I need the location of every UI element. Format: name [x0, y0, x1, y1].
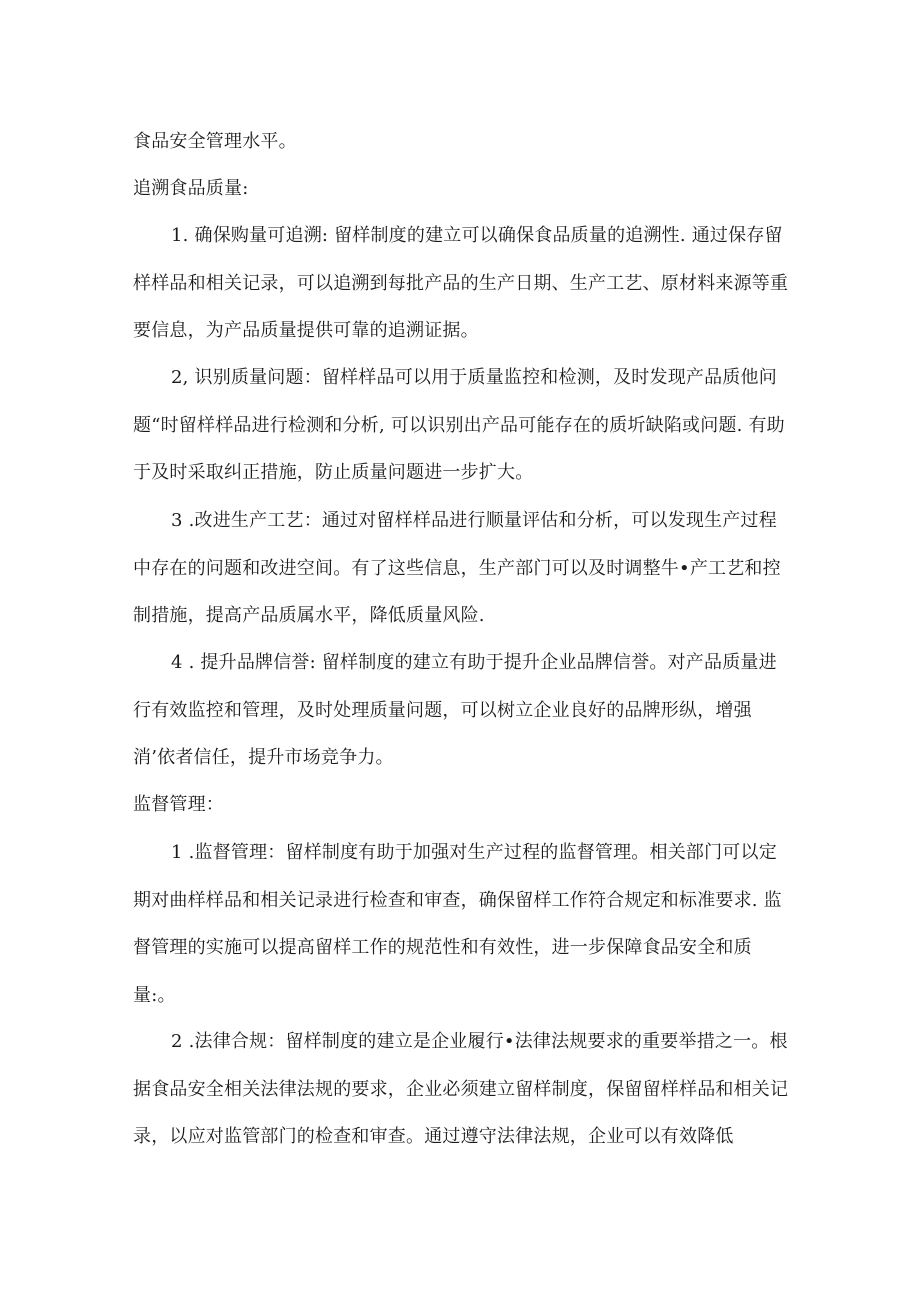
item-improve-process-paragraph: 3 .改进生产工艺：通过对留样样品进行顺量评估和分析，可以发现生产过程中存在的问题和改进空间。有了这些信息，生产部门可以及时调整牛•产工艺和控制措施，提高产品质属水平，降低质量风险. [133, 510, 781, 626]
item-supervision-paragraph: 1 .监督管理：留样制度有助于加强对生产过程的监督管理。相关部门可以定期对曲样样品和相关记录进行检查和审查，确保留样工作符合规定和标准要求. 监督管理的实施可以提高留样工作的规范性和有效性，进一步保障食品安全和质量:。 [133, 842, 782, 1006]
item-traceability-paragraph: 1. 确保购量可追溯: 留样制度的建立可以确保食品质量的追溯性. 通过保存留样样品和相关记录，可以追溯到每批产品的生产日期、生产工艺、原材料来源等重要信息，为产品质量提供可靠的追溯证据。 [133, 225, 789, 341]
item-identify-issues-paragraph: 2, 识别质量问题：留样样品可以用于质量监控和检测，及时发现产品质他问题“时留样样品进行检测和分析, 可以识别出产品可能存在的质圻缺陷或问题. 有助于及时采取纠正措施，防止质量问题进一步扩大。 [133, 367, 785, 483]
trace-quality-heading: 追溯食品质量: [133, 178, 249, 199]
intro-tail-paragraph: 食品安全管理水平。 [133, 131, 297, 152]
item-legal-compliance-paragraph: 2 .法律合规：留样制度的建立是企业履行•法律法规要求的重要举措之一。根据食品安全相关法律法规的要求，企业必须建立留样制度，保留留样样品和相关记录，以应对监管部门的检查和审查。通过遵守法律法规，企业可以有效降低 [133, 1031, 789, 1147]
item-brand-reputation-paragraph: 4 . 提升品牌信誉: 留样制度的建立有助于提升企业品牌信誉。对产品质量进行有效监控和管理，及时处理质量问题，可以树立企业良好的品牌形纵，增强消’依者信任，提升市场竞争力。 [133, 652, 777, 768]
supervision-heading: 监督管理： [133, 794, 224, 815]
